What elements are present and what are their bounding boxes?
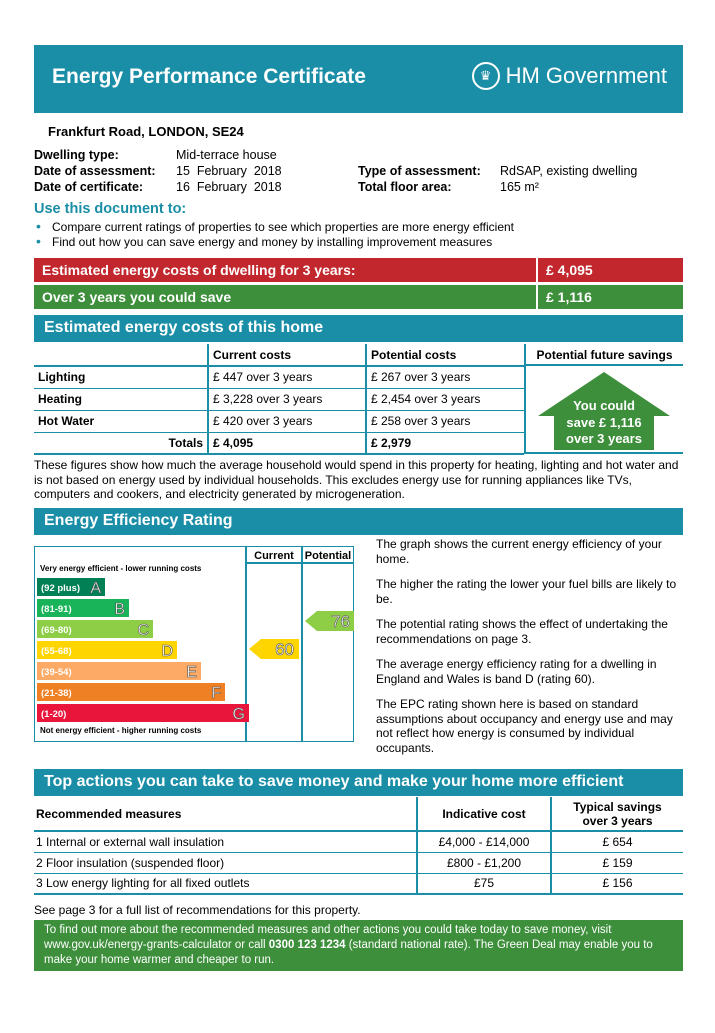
indicative-cost: £4,000 - £14,000 xyxy=(417,831,551,852)
estimated-cost-value: £ 4,095 xyxy=(536,258,683,282)
potential-cost: £ 267 over 3 years xyxy=(366,366,524,388)
band-letter: G xyxy=(232,706,245,723)
current-column-label: Current xyxy=(254,550,294,562)
dwelling-type-value: Mid-terrace house xyxy=(176,148,277,162)
rating-paragraph: The potential rating shows the effect of undertaking the recommendations on page 3. xyxy=(376,617,668,646)
crest-icon: ♛ xyxy=(472,62,500,90)
costs-section-title: Estimated energy costs of this home xyxy=(34,315,683,342)
table-header-row xyxy=(34,797,683,831)
totals-potential: £ 2,979 xyxy=(366,432,524,454)
band-range: (39-54) xyxy=(41,667,72,678)
rating-band-f xyxy=(37,683,225,702)
top-efficiency-label: Very energy efficient - lower running costs xyxy=(40,564,202,573)
band-letter: A xyxy=(90,580,101,597)
table-row xyxy=(34,410,524,432)
rating-band-a xyxy=(37,578,105,597)
indicative-cost: £75 xyxy=(417,873,551,894)
date-certificate-label: Date of certificate: xyxy=(34,180,144,194)
potential-cost: £ 2,454 over 3 years xyxy=(366,388,524,410)
date-certificate-value: 16 February 2018 xyxy=(176,180,282,194)
current-rating-arrow-value: 60 xyxy=(275,640,294,659)
typical-saving: £ 654 xyxy=(551,831,683,852)
date-assessment-label: Date of assessment: xyxy=(34,164,156,178)
footer-banner xyxy=(34,920,683,971)
table-row xyxy=(34,388,524,410)
list-item: • Find out how you can save energy and money by installing improvement measures xyxy=(34,235,514,250)
potential-rating-arrow-value: 76 xyxy=(331,612,350,631)
future-savings-line: over 3 years xyxy=(566,431,642,446)
potential-cost: £ 258 over 3 years xyxy=(366,410,524,432)
see-page-note: See page 3 for a full list of recommendations for this property. xyxy=(34,903,361,917)
use-document-heading: Use this document to: xyxy=(34,201,187,217)
header-banner xyxy=(34,45,683,113)
future-savings-line: save £ 1,116 xyxy=(566,415,642,430)
estimated-cost-label: Estimated energy costs of dwelling for 3 years: xyxy=(42,262,356,278)
costs-note: These figures show how much the average household would spend in this property for heating, lighting and hot water and is not based on energy used by individual households. This excludes energy use for running appliances like TVs, computers and cookers, and electricity generated by microgeneration. xyxy=(34,458,679,501)
table-row xyxy=(34,366,524,388)
savings-value: £ 1,116 xyxy=(536,285,683,309)
table-row xyxy=(34,852,683,873)
table-row xyxy=(34,831,683,852)
totals-current: £ 4,095 xyxy=(208,432,366,454)
measure: 2 Floor insulation (suspended floor) xyxy=(34,852,417,873)
indicative-cost: £800 - £1,200 xyxy=(417,852,551,873)
measure: 3 Low energy lighting for all fixed outlets xyxy=(34,873,417,894)
band-letter: E xyxy=(186,664,197,681)
savings-bar xyxy=(34,285,683,309)
actions-table xyxy=(34,797,683,895)
band-range: (92 plus) xyxy=(41,583,81,594)
table-row xyxy=(34,873,683,894)
band-range: (1-20) xyxy=(41,709,67,720)
totals-row xyxy=(34,432,524,454)
use-document-list xyxy=(34,220,514,250)
footer-phone: 0300 123 1234 xyxy=(268,939,346,951)
rating-paragraph: The graph shows the current energy efficiency of your home. xyxy=(376,537,662,566)
current-cost: £ 447 over 3 years xyxy=(208,366,366,388)
page-title: Energy Performance Certificate xyxy=(52,65,366,88)
property-address: Frankfurt Road, LONDON, SE24 xyxy=(48,124,244,139)
rating-band-e xyxy=(37,662,201,681)
rating-band-d xyxy=(37,641,177,660)
type-assessment-label: Type of assessment: xyxy=(358,164,481,178)
footer-text-post: (standard national rate). The Green Deal may enable you to make your home warmer and cheaper to run. xyxy=(44,939,653,966)
rating-paragraph: The average energy efficiency rating for a dwelling in England and Wales is band D (rating 60). xyxy=(376,657,657,686)
type-assessment-value: RdSAP, existing dwelling xyxy=(500,164,638,178)
brand-text: HM Government xyxy=(505,63,667,88)
footer-text-pre: To find out more about the recommended measures and other actions you could take today to save money, visit www.gov.uk/energy-grants-calculator or call xyxy=(44,924,612,951)
future-savings-box xyxy=(524,366,683,454)
band-range: (21-38) xyxy=(41,688,72,699)
band-range: (55-68) xyxy=(41,646,72,657)
rating-section-title: Energy Efficiency Rating xyxy=(34,508,683,535)
date-assessment-value: 15 February 2018 xyxy=(176,164,282,178)
floor-area-value: 165 m² xyxy=(500,180,539,194)
table-header: Potential costs xyxy=(366,344,524,366)
typical-saving: £ 159 xyxy=(551,852,683,873)
row-label: Heating xyxy=(34,388,208,410)
future-savings-header: Potential future savings xyxy=(524,344,683,366)
efficiency-rating-graph xyxy=(34,546,354,742)
rating-paragraph: The higher the rating the lower your fuel bills are likely to be. xyxy=(376,577,677,606)
band-letter: C xyxy=(137,622,149,639)
table-header: Typical savings over 3 years xyxy=(551,797,683,831)
totals-label: Totals xyxy=(34,432,208,454)
house-icon xyxy=(526,366,683,452)
dwelling-type-label: Dwelling type: xyxy=(34,148,119,162)
table-header xyxy=(34,344,208,366)
band-letter: D xyxy=(161,643,173,660)
band-range: (69-80) xyxy=(41,625,72,636)
actions-section-title: Top actions you can take to save money and make your home more efficient xyxy=(34,769,683,796)
rating-band-g xyxy=(37,704,249,723)
current-cost: £ 3,228 over 3 years xyxy=(208,388,366,410)
band-range: (81-91) xyxy=(41,604,72,615)
savings-label: Over 3 years you could save xyxy=(42,289,232,305)
table-header: Current costs xyxy=(208,344,366,366)
band-letter: B xyxy=(114,601,125,618)
typical-saving: £ 156 xyxy=(551,873,683,894)
rating-paragraph: The EPC rating shown here is based on standard assumptions about occupancy and energy use and may not reflect how energy is consumed by individual occupants. xyxy=(376,697,673,755)
floor-area-label: Total floor area: xyxy=(358,180,452,194)
measure: 1 Internal or external wall insulation xyxy=(34,831,417,852)
bottom-efficiency-label: Not energy efficient - higher running costs xyxy=(40,726,202,735)
table-header: Indicative cost xyxy=(417,797,551,831)
band-letter: F xyxy=(211,685,221,702)
table-header-row xyxy=(34,344,524,366)
potential-column-label: Potential xyxy=(304,550,352,562)
hm-government-logo xyxy=(472,62,667,90)
rating-band-b xyxy=(37,599,129,618)
estimated-cost-bar xyxy=(34,258,683,282)
future-savings-line: You could xyxy=(573,398,635,413)
table-header: Recommended measures xyxy=(34,797,417,831)
current-cost: £ 420 over 3 years xyxy=(208,410,366,432)
list-item: • Compare current ratings of properties to see which properties are more energy efficient xyxy=(34,220,514,235)
rating-band-c xyxy=(37,620,153,639)
costs-table xyxy=(34,344,524,455)
row-label: Hot Water xyxy=(34,410,208,432)
rating-explanation xyxy=(376,537,686,766)
row-label: Lighting xyxy=(34,366,208,388)
